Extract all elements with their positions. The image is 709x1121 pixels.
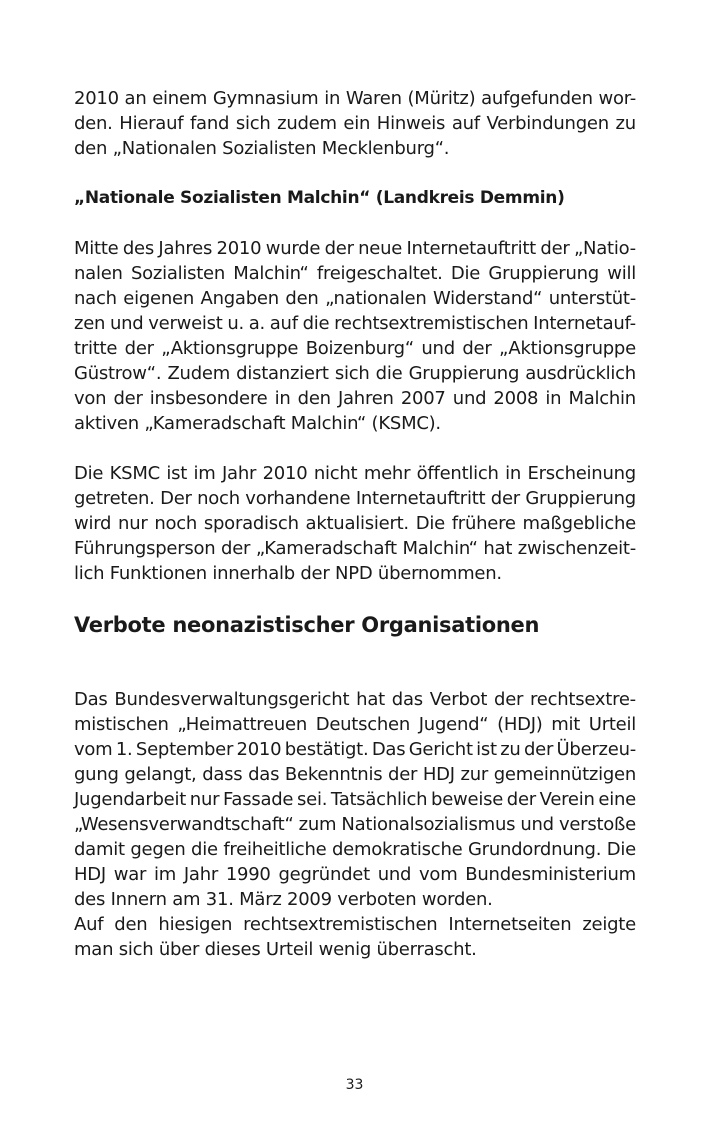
text-line: Mitte des Jahres 2010 wurde der neue Internetauftritt der „Natio- [74,238,636,259]
text-line: den „Nationalen Sozialisten Mecklenburg“. [74,138,450,159]
text-line: wird nur noch sporadisch aktualisiert. Die frühere maßgebliche [74,513,636,534]
text-line: „Wesensverwandtschaft“ zum Nationalsozialismus und verstoße [74,814,636,835]
text-line: damit gegen die freiheitliche demokratische Grundordnung. Die [74,839,636,860]
text-line: nach eigenen Angaben den „nationalen Widerstand“ unterstüt- [74,288,636,309]
text-line: HDJ war im Jahr 1990 gegründet und vom Bundesministerium [74,864,636,885]
subheading-malchin: „Nationale Sozialisten Malchin“ (Landkreis Demmin) [74,188,565,208]
text-line: Jugendarbeit nur Fassade sei. Tatsächlich beweise der Verein eine [74,789,636,810]
text-line: vom 1. September 2010 bestätigt. Das Gericht ist zu der Überzeu- [74,739,636,760]
text-line: zen und verweist u. a. auf die rechtsextremistischen Internetauf- [74,313,636,334]
section-title: Verbote neonazistischer Organisationen [74,613,540,637]
text-line: 2010 an einem Gymnasium in Waren (Müritz) aufgefunden wor- [74,88,636,109]
text-line: aktiven „Kameradschaft Malchin“ (KSMC). [74,413,441,434]
text-line: Führungsperson der „Kameradschaft Malchin“ hat zwischenzeit- [74,538,636,559]
text-line: tritte der „Aktionsgruppe Boizenburg“ und der „Aktionsgruppe [74,338,636,359]
document-page [74,86,636,962]
text-line: Das Bundesverwaltungsgericht hat das Verbot der rechtsextre- [74,689,636,710]
text-line: des Innern am 31. März 2009 verboten worden. [74,889,493,910]
text-line: von der insbesondere in den Jahren 2007 und 2008 in Malchin [74,388,636,409]
paragraph-waren [74,86,636,161]
text-line: Auf den hiesigen rechtsextremistischen Internetseiten zeigte [74,914,636,935]
paragraph-ksmc [74,461,636,586]
page-number: 33 [345,1077,364,1093]
text-line: man sich über dieses Urteil wenig überrascht. [74,939,477,960]
paragraph-hdj [74,687,636,962]
text-line: mistischen „Heimattreuen Deutschen Jugend“ (HDJ) mit Urteil [74,714,636,735]
text-line: den. Hierauf fand sich zudem ein Hinweis auf Verbindungen zu [74,113,636,134]
text-line: lich Funktionen innerhalb der NPD übernommen. [74,563,502,584]
text-line: Die KSMC ist im Jahr 2010 nicht mehr öffentlich in Erscheinung [74,463,636,484]
text-line: Güstrow“. Zudem distanziert sich die Gruppierung ausdrücklich [74,363,636,384]
text-line: nalen Sozialisten Malchin“ freigeschaltet. Die Gruppierung will [74,263,636,284]
paragraph-malchin [74,236,636,436]
text-line: gung gelangt, dass das Bekenntnis der HDJ zur gemeinnützigen [74,764,636,785]
text-line: getreten. Der noch vorhandene Internetauftritt der Gruppierung [74,488,636,509]
